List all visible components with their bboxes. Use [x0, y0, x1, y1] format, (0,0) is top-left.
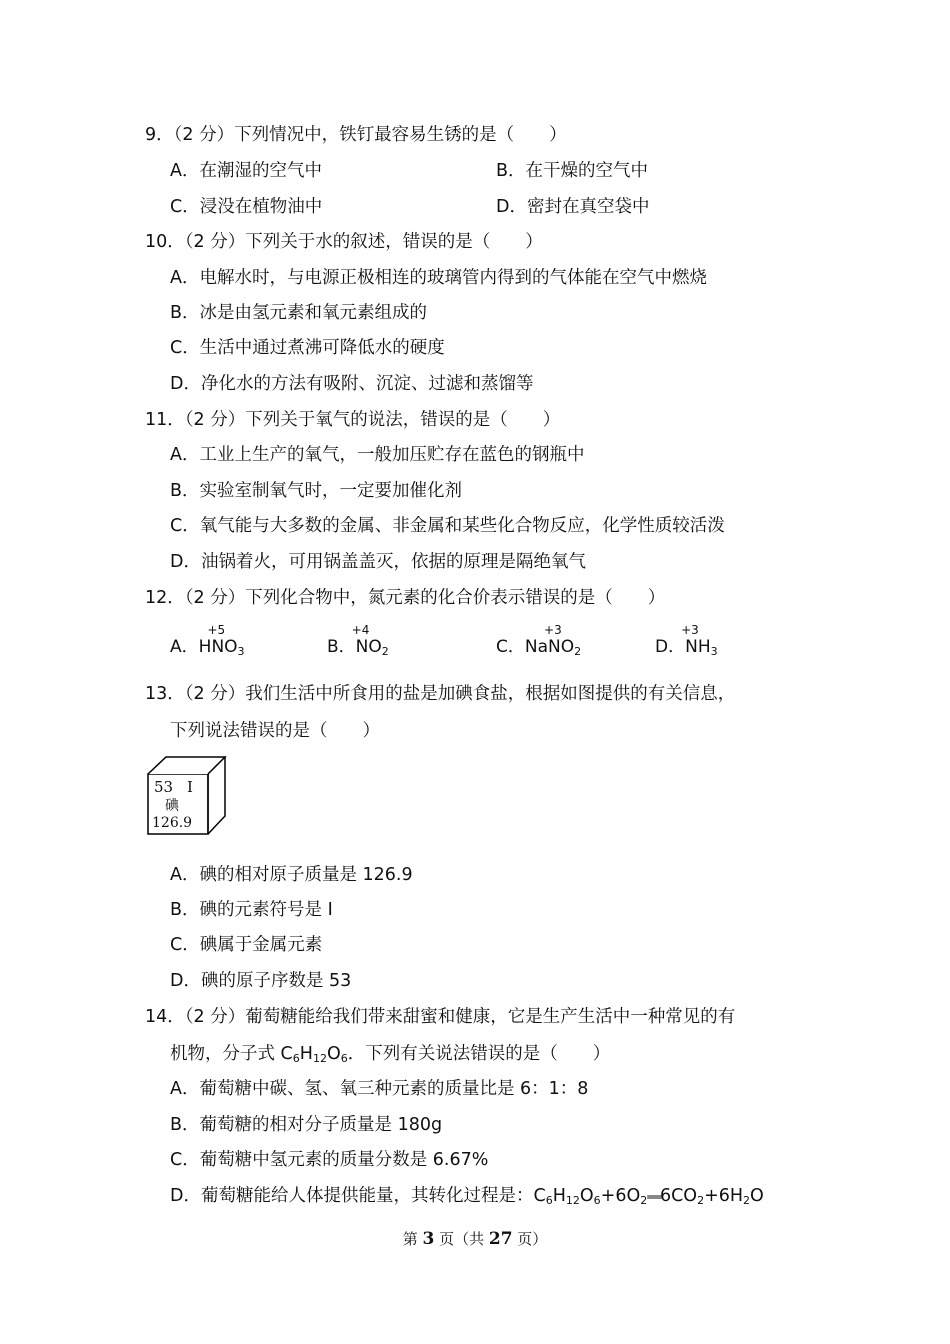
element-symbol: I: [187, 778, 193, 796]
q12-option-a-valence: +5: [207, 623, 226, 637]
q9-option-b: B．在干燥的空气中: [496, 161, 649, 181]
q12-option-b-valence: +4: [351, 623, 370, 637]
q12-option-a: A．H +5 $NO_3$: [170, 623, 245, 658]
q11-option-b: B．实验室制氧气时，一定要加催化剂: [170, 481, 463, 501]
q12-option-c-label: C．: [496, 637, 525, 657]
q13-option-d: D．碘的原子序数是 53: [170, 971, 352, 991]
q12-option-a-label: A．: [170, 637, 199, 657]
q13-stem-continued: 下列说法错误的是（ ）: [170, 721, 380, 741]
q11-option-c: C．氧气能与大多数的金属、非金属和某些化合物反应，化学性质较活泼: [170, 516, 725, 536]
q13-stem: 13．（2 分）我们生活中所食用的盐是加碘食盐，根据如图提供的有关信息，: [145, 684, 736, 704]
q10-option-b: B．冰是由氢元素和氧元素组成的: [170, 303, 428, 323]
q10-option-d: D．净化水的方法有吸附、沉淀、过滤和蒸馏等: [170, 374, 534, 394]
q14-option-b: B．葡萄糖的相对分子质量是 180g: [170, 1115, 443, 1135]
q11-option-a: A．工业上生产的氧气，一般加压贮存在蓝色的钢瓶中: [170, 445, 585, 465]
q10-option-a: A．电解水时，与电源正极相连的玻璃管内得到的气体能在空气中燃烧: [170, 268, 707, 288]
glucose-oxidation-equation: $C_6H_{12}O_6+6O_2═══6CO_2+6H_2O$: [533, 1186, 764, 1207]
q10-stem: 10．（2 分）下列关于水的叙述，错误的是（ ）: [145, 232, 543, 252]
q12-stem: 12．（2 分）下列化合物中，氮元素的化合价表示错误的是（ ）: [145, 588, 666, 608]
q14-option-a: A．葡萄糖中碳、氢、氧三种元素的质量比是 6：1：8: [170, 1079, 589, 1099]
q12-option-d-label: D．: [655, 637, 686, 657]
q14-option-c: C．葡萄糖中氢元素的质量分数是 6.67%: [170, 1150, 489, 1170]
q9-option-c: C．浸没在植物油中: [170, 197, 323, 217]
q14-stem-continued: 机物，分子式 $C_6H_{12}O_6$．下列有关说法错误的是（ ）: [170, 1044, 611, 1065]
total-pages: 27: [488, 1229, 513, 1249]
q12-option-b: B． +4 $NO_2$: [327, 623, 389, 658]
q11-stem: 11．（2 分）下列关于氧气的说法，错误的是（ ）: [145, 410, 561, 430]
q13-option-c: C．碘属于金属元素: [170, 935, 323, 955]
iodine-element-card: [147, 756, 227, 836]
page-footer: 第 3 页（共 27 页）: [402, 1229, 548, 1249]
q12-option-d: D． +3 $NH_3$: [655, 623, 718, 658]
q11-option-d: D．油锅着火，可用锅盖盖灭，依据的原理是隔绝氧气: [170, 552, 586, 572]
reaction-equals-sign: ═══: [647, 1190, 660, 1204]
element-name: 碘: [165, 798, 179, 814]
q14-stem: 14．（2 分）葡萄糖能给我们带来甜蜜和健康，它是生产生活中一种常见的有: [145, 1007, 736, 1027]
atomic-number: 53: [154, 778, 174, 796]
q13-option-a: A．碘的相对原子质量是 126.9: [170, 865, 413, 885]
current-page: 3: [422, 1229, 435, 1249]
q10-option-c: C．生活中通过煮沸可降低水的硬度: [170, 338, 445, 358]
atomic-mass: 126.9: [152, 815, 193, 831]
q9-option-a: A．在潮湿的空气中: [170, 161, 322, 181]
q12-option-c-valence: +3: [544, 623, 562, 637]
q12-option-d-valence: +3: [681, 623, 699, 637]
q12-option-c: C．Na +3 $NO_2$: [496, 623, 582, 658]
q9-stem: 9．（2 分）下列情况中，铁钉最容易生锈的是（ ）: [145, 125, 567, 145]
q9-option-d: D．密封在真空袋中: [496, 197, 650, 217]
q14-option-d: D．葡萄糖能给人体提供能量，其转化过程是：$C_6H_{12}O_6+6O_2═══6CO_2+6H_2O$: [170, 1186, 764, 1207]
q12-option-b-label: B．: [327, 637, 356, 657]
q13-option-b: B．碘的元素符号是 I: [170, 900, 333, 920]
